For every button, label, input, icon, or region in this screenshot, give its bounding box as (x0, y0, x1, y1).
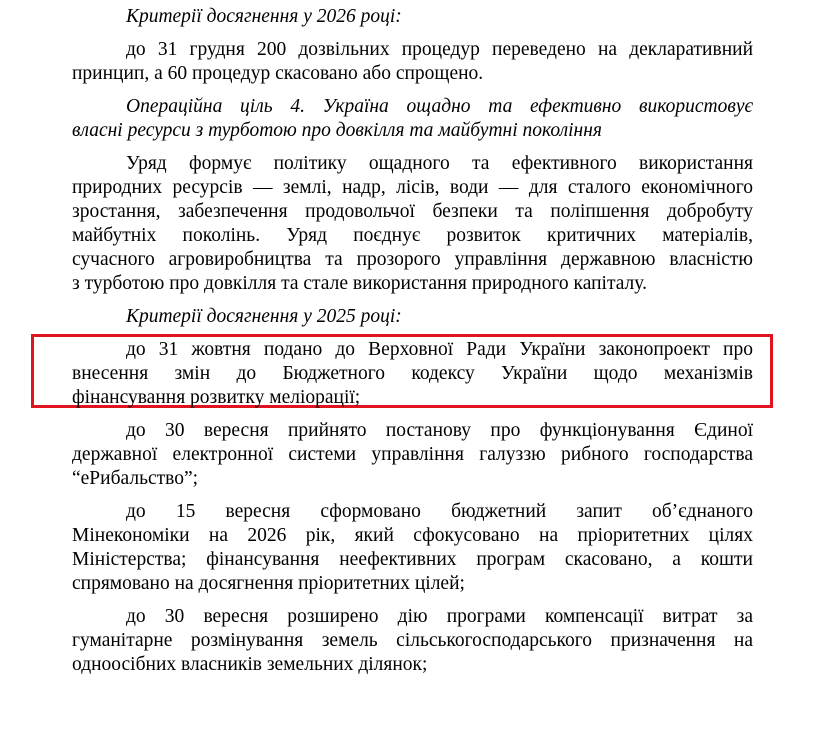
criteria-item-line: до 31 жовтня подано до Верховної Ради України законопроект про (126, 339, 753, 360)
goal4-paragraph-line: Уряд формує політику ощадного та ефективного використання (126, 153, 753, 174)
criteria-2026-heading: Критерії досягнення у 2026 році: (126, 6, 402, 27)
goal4-paragraph-line: з турботою про довкілля та стале використання природного капіталу. (72, 273, 647, 294)
criteria-item-line: до 30 вересня прийнято постанову про функціонування Єдиної (126, 420, 753, 441)
criteria-item-line: Мінекономіки на 2026 рік, який сфокусовано на пріоритетних цілях (72, 525, 753, 546)
criteria-item-line: спрямовано на досягнення пріоритетних цілей; (72, 573, 465, 594)
goal4-paragraph-line: сучасного агровиробництва та прозорого управління державною власністю (72, 249, 753, 270)
criteria-item-line: до 30 вересня розширено дію програми компенсації витрат за (126, 606, 753, 627)
goal4-heading-line: Операційна ціль 4. Україна ощадно та ефективно використовує (126, 96, 753, 117)
goal4-paragraph-line: зростання, забезпечення продовольчої безпеки та поліпшення добробуту (72, 201, 753, 222)
criteria-item-line: гуманітарне розмінування земель сільськогосподарського призначення на (72, 630, 753, 651)
goal4-heading-line: власні ресурси з турботою про довкілля та майбутні покоління (72, 120, 602, 141)
criteria-item-line: внесення змін до Бюджетного кодексу України щодо механізмів (72, 363, 753, 384)
criteria-item-line: “еРибальство”; (72, 468, 199, 489)
criteria-item-line: одноосібних власників земельних ділянок; (72, 654, 428, 675)
criteria-2026-line: принцип, а 60 процедур скасовано або спрощено. (72, 63, 484, 84)
criteria-item-line: державної електронної системи управління галуззю рибного господарства (72, 444, 753, 465)
criteria-item-line: до 15 вересня сформовано бюджетний запит об’єднаного (126, 501, 753, 522)
goal4-paragraph-line: природних ресурсів — землі, надр, лісів, води — для сталого економічного (72, 177, 753, 198)
criteria-2025-heading: Критерії досягнення у 2025 році: (126, 306, 402, 327)
goal4-paragraph-line: майбутніх поколінь. Уряд поєднує розвиток критичних матеріалів, (72, 225, 753, 246)
criteria-item-line: фінансування розвитку меліорації; (72, 387, 361, 408)
criteria-2026-line: до 31 грудня 200 дозвільних процедур переведено на декларативний (126, 39, 753, 60)
criteria-item-line: Міністерства; фінансування неефективних програм скасовано, а кошти (72, 549, 753, 570)
